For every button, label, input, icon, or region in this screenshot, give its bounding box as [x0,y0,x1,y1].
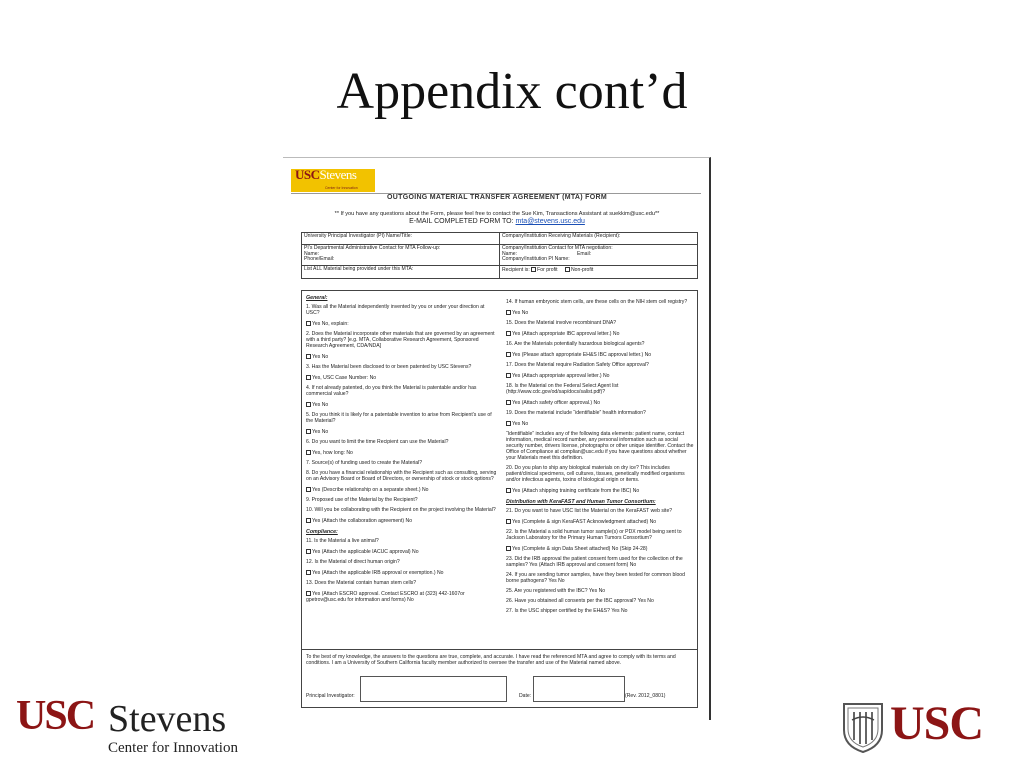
left-answer-options[interactable]: Yes (Describe relationship on a separate sheet.) No [306,487,498,494]
kerafast-question: 27. Is the USC shipper certified by the EH&S? Yes No [506,607,628,614]
answer-checkbox[interactable] [506,352,511,357]
answer-checkbox[interactable] [306,402,311,407]
kerafast-question: 25. Are you registered with the IBC? Yes No [506,587,606,594]
form-title: OUTGOING MATERIAL TRANSFER AGREEMENT (MTA) FORM [387,194,607,201]
right-question: 20. Do you plan to ship any biological materials on dry ice? This includes patient/clinical specimens, cell cultures, tissues, genetically modified organisms and/or infectious agents, toxins of biological origin or items. [506,464,685,483]
answer-checkbox[interactable] [506,331,511,336]
kerafast-question: 23. Did the IRB approval the patient consent form used for the collection of the samples? Yes (Attach IRB approval and consent form) No [506,555,683,568]
answer-checkbox[interactable] [306,549,311,554]
questions-right-column [506,300,696,619]
compliance-question: 11. Is the Material a live animal? [306,537,379,544]
right-question: 18. Is the Material on the Federal Select Agent list (http://www.cdc.gov/od/sap/docs/salist.pdf)? [506,383,619,396]
kerafast-question: 22. Is the Material a solid human tumor sample(s) or PDX model being sent to Jackson Laboratory for the Primary Human Tumors Consortium? [506,528,682,541]
right-answer-options[interactable]: Yes No [506,310,696,317]
left-question: 1. Was all the Material independently invented by you or under your direction at USC? [306,304,485,316]
general-heading: General: [306,295,328,301]
right-question: 15. Does the Material involve recombinant DNA? [506,320,617,327]
left-answer-options[interactable]: Yes, USC Case Number: No [306,375,498,382]
questions-section [301,290,698,650]
left-question: 8. Do you have a financial relationship with the Recipient such as consulting, serving on an Advisory Board or Board of Directors, or ownership of stock or stock options? [306,469,497,482]
compliance-question: 13. Does the Material contain human stem cells? [306,579,417,586]
left-question: 6. Do you want to limit the time Recipient can use the Material? [306,438,449,445]
left-question: 10. Will you be collaborating with the Recipient on the project involving the Material? [306,506,496,513]
right-question: 14. If human embryonic stem cells, are these cells on the NIH stem cell registry? [506,299,688,305]
left-question: 9. Proposed use of the Material by the Recipient? [306,496,418,503]
pi-name-cell[interactable]: University Principal Investigator (PI) Name/Title: [302,233,500,245]
answer-checkbox[interactable] [306,518,311,523]
usc-stevens-logo-stevens: Stevens [108,698,227,740]
kerafast-answer-options[interactable]: Yes (Complete & sign Data Sheet attached) No (Skip 24-28) [506,546,696,553]
right-question: 16. Are the Materials potentially hazardous biological agents? [506,341,645,348]
answer-checkbox[interactable] [306,487,311,492]
left-answer-options[interactable]: Yes No [306,402,498,409]
right-question: 17. Does the Material require Radiation Safety Office approval? [506,362,649,369]
answer-checkbox[interactable] [306,450,311,455]
compliance-answer-options[interactable]: Yes (Attach ESCRO approval. Contact ESCRO at (323) 442-1607or gpetrov@usc.edu for information and forms) No [306,590,465,603]
certification-text: To the best of my knowledge, the answers to the questions are true, complete, and accurate. I have read the referenced MTA and agree to comply with its terms and conditions. I am a University of Southern California faculty member authorized to oversee the transfer and use of the Material named above. [306,654,676,666]
answer-checkbox[interactable] [306,354,311,359]
form-note: ** If you have any questions about the Form, please feel free to contact the Sue Kim, Transactions Assistant at suekkim@usc.edu** [334,211,660,217]
answer-checkbox[interactable] [506,546,511,551]
answer-checkbox[interactable] [306,570,311,575]
right-answer-options[interactable]: Yes (Please attach appropriate EH&S IBC approval letter.) No [506,352,696,359]
usc-seal-wordmark: USC [890,697,984,750]
for-profit-checkbox[interactable] [531,267,536,272]
form-logo-sub: Center for Innovation [325,186,358,190]
right-answer-options[interactable]: Yes (Attach safety officer approval.) No [506,400,696,407]
kerafast-question: 24. If you are sending tumor samples, have they been tested for common blood borne pathogens? Yes No [506,571,685,584]
certification-section [301,650,698,708]
mta-form-document [283,157,711,720]
left-answer-options[interactable]: Yes (Attach the collaboration agreement) No [306,518,498,525]
info-table [301,232,698,279]
compliance-answer-options[interactable]: Yes (Attach the applicable IACUC approval) No [306,549,498,556]
left-answer-options[interactable]: Yes No [306,429,498,436]
list-material-cell[interactable]: List ALL Material being provided under this MTA: [302,266,500,279]
left-question: 7. Source(s) of funding used to create the Material? [306,459,423,466]
compliance-question: 12. Is the Material of direct human origin? [306,558,400,565]
kerafast-question: 26. Have you obtained all consents per the IBC approval? Yes No [506,597,654,604]
right-answer-options[interactable]: Yes (Attach shipping training certificate from the IBC) No [506,488,696,495]
left-answer-options[interactable]: Yes No [306,354,498,361]
date-field[interactable] [533,676,625,702]
form-email-line: E-MAIL COMPLETED FORM TO: mta@stevens.usc.edu [409,218,585,225]
answer-checkbox[interactable] [506,519,511,524]
usc-stevens-form-logo [291,169,375,192]
usc-seal-icon [840,700,886,754]
right-question: “Identifiable” includes any of the following data elements: patient name, contact information, medical record number, any personal information such as social security number, drivers license, photographs or other unique identifier. Contact the Office of Compliance at complian@usc.edu if you have questions about whether your Materials meet this definition. [506,431,694,461]
answer-checkbox[interactable] [306,429,311,434]
recipient-type-cell: Recipient is: For profit Non-profit [500,266,698,279]
left-question: 3. Has the Material been disclosed to or been patented by USC Stevens? [306,363,472,370]
dept-contact-cell[interactable]: PI’s Departmental Administrative Contact for MTA Follow-up: Name: Phone/Email: [302,245,500,266]
left-answer-options[interactable]: Yes No, explain: [306,321,498,328]
answer-checkbox[interactable] [306,591,311,596]
right-answer-options[interactable]: Yes (Attach appropriate IBC approval letter.) No [506,331,696,338]
revision-label: (Rev. 2012_0801) [625,693,666,699]
kerafast-answer-options[interactable]: Yes (Complete & sign KeraFAST Acknowledgment attached) No [506,519,696,526]
pi-signature-field[interactable] [360,676,507,702]
answer-checkbox[interactable] [506,488,511,493]
left-question: 2. Does the Material incorporate other materials that are governed by an agreement with a third party? [e.g. MTA, Collaborative Research Agreement, Sponsored Research Agreement, CDA/NDA] [306,330,495,349]
company-receiving-cell[interactable]: Company/Institution Receiving Materials (Recipient): [500,233,698,245]
answer-checkbox[interactable] [506,310,511,315]
left-question: 4. If not already patented, do you think the Material is patentable and/or has commercial value? [306,384,477,397]
right-answer-options[interactable]: Yes (Attach appropriate approval letter.) No [506,373,696,380]
form-logo-text: USCStevens [295,167,357,182]
answer-checkbox[interactable] [506,421,511,426]
pi-signature-label: Principal Investigator: [306,693,355,699]
left-answer-options[interactable]: Yes, how long: No [306,450,498,457]
right-question: 19. Does the material include “identifiable” health information? [506,410,646,417]
slide-title: Appendix cont’d [336,63,688,120]
questions-left-column [306,295,498,608]
mta-email-link[interactable]: mta@stevens.usc.edu [515,218,585,225]
right-answer-options[interactable]: Yes No [506,421,696,428]
answer-checkbox[interactable] [306,321,311,326]
kerafast-question: 21. Do you want to have USC list the Material on the KeraFAST web site? [506,507,673,514]
kerafast-heading: Distribution with KeraFAST and Human Tumor Consortium: [506,498,656,505]
company-contact-cell[interactable]: Company/Institution Contact for MTA negotiation: Name: Email: Company/Institution PI Name: [500,245,698,266]
answer-checkbox[interactable] [306,375,311,380]
non-profit-checkbox[interactable] [565,267,570,272]
answer-checkbox[interactable] [506,373,511,378]
answer-checkbox[interactable] [506,400,511,405]
usc-seal-logo [840,697,1010,760]
center-for-innovation-label: Center for Innovation [108,740,238,756]
usc-stevens-logo-usc: USC [16,693,95,739]
date-label: Date: [519,693,532,699]
compliance-heading: Compliance: [306,528,338,535]
compliance-answer-options[interactable]: Yes (Attach the applicable IRB approval or exemption.) No [306,570,498,577]
left-question: 5. Do you think it is likely for a patentable invention to arise from Recipient’s use of the Material? [306,411,492,424]
usc-stevens-logo [16,695,256,765]
